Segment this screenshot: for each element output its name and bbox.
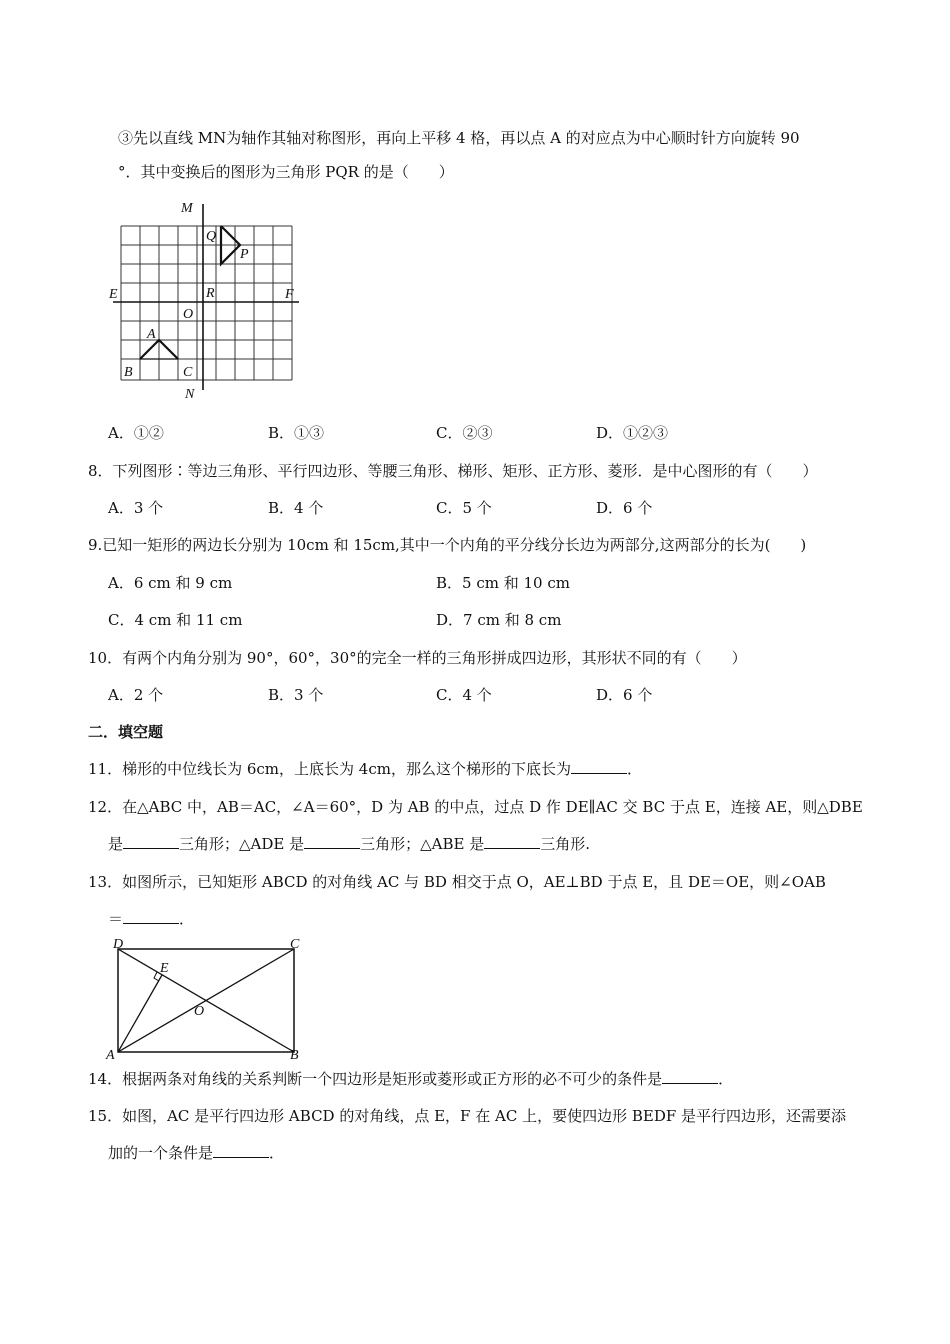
q7-text-line2: °．其中变换后的图形为三角形 PQR 的是（ ） <box>118 163 454 181</box>
q14-text: 14．根据两条对角线的关系判断一个四边形是矩形或菱形或正方形的必不可少的条件是 <box>88 1070 663 1088</box>
q7-text-line1: ③先以直线 MN为轴作其轴对称图形，再向上平移 4 格，再以点 A 的对应点为中心顺时针方向旋转 90 <box>118 129 800 147</box>
q12-blank-1[interactable] <box>123 834 179 849</box>
label-r: R <box>206 286 215 301</box>
q7-option-c[interactable]: C．②③ <box>436 424 493 442</box>
q13-line2 <box>108 909 194 929</box>
q12-part1: 是 <box>108 835 124 853</box>
label-o: O <box>183 307 194 322</box>
label-a2: A <box>106 1048 115 1062</box>
label-n: N <box>185 387 195 402</box>
q10-text: 10．有两个内角分别为 90°，60°，30°的完全一样的三角形拼成四边形，其形状不同的有（ ） <box>88 649 747 667</box>
q8-option-d[interactable]: D．6 个 <box>596 499 653 517</box>
q7-option-d[interactable]: D．①②③ <box>596 424 669 442</box>
label-e: E <box>109 287 118 302</box>
q12-blank-3[interactable] <box>484 834 540 849</box>
label-a: A <box>147 327 156 342</box>
q9-option-b[interactable]: B．5 cm 和 10 cm <box>436 574 570 592</box>
label-b2: B <box>290 1048 299 1062</box>
q12-part2: 三角形；△ADE 是 <box>179 835 305 853</box>
q14 <box>88 1069 733 1089</box>
q14-blank[interactable] <box>662 1069 718 1084</box>
q7-option-a[interactable]: A．①② <box>108 424 164 442</box>
right-angle-mark <box>154 972 159 981</box>
q11-end: ． <box>626 760 642 778</box>
q11-blank[interactable] <box>571 759 627 774</box>
label-p: P <box>240 247 249 262</box>
q13-blank[interactable] <box>123 909 179 924</box>
label-e2: E <box>160 961 169 976</box>
label-o2: O <box>194 1004 205 1019</box>
q15-line2 <box>108 1143 284 1163</box>
q15-part2: ． <box>269 1144 285 1162</box>
q7-option-b[interactable]: B．①③ <box>268 424 325 442</box>
q14-end: ． <box>718 1070 734 1088</box>
q15-part1: 加的一个条件是 <box>108 1144 214 1162</box>
q8-option-a[interactable]: A．3 个 <box>108 499 164 517</box>
q8-option-c[interactable]: C．5 个 <box>436 499 492 517</box>
segment-ae <box>118 975 162 1052</box>
q8-option-b[interactable]: B．4 个 <box>268 499 324 517</box>
q12-part4: 三角形. <box>540 835 591 853</box>
q11 <box>88 759 642 779</box>
q13-text-line1: 13．如图所示，已知矩形 ABCD 的对角线 AC 与 BD 相交于点 O，AE⊥BD 于点 E，且 DE＝OE，则∠OAB <box>88 873 826 891</box>
label-m: M <box>181 201 193 216</box>
section-fill-blank-title: 二．填空题 <box>88 723 164 741</box>
q13-part1: ＝ <box>108 910 124 928</box>
q11-text: 11．梯形的中位线长为 6cm，上底长为 4cm，那么这个梯形的下底长为 <box>88 760 571 778</box>
rectangle-abcd-figure <box>104 934 314 1066</box>
q10-option-c[interactable]: C．4 个 <box>436 686 492 704</box>
q12-text-line1: 12．在△ABC 中，AB＝AC，∠A＝60°，D 为 AB 的中点，过点 D 作 DE∥AC 交 BC 于点 E，连接 AE，则△DBE <box>88 798 863 816</box>
label-c: C <box>183 365 193 380</box>
q9-text: 9.已知一矩形的两边长分别为 10cm 和 15cm,其中一个内角的平分线分长边为两部分,这两部分的长为( ) <box>88 536 807 554</box>
q13-part2: ． <box>179 910 195 928</box>
q9-option-a[interactable]: A．6 cm 和 9 cm <box>108 574 233 592</box>
q12-line2 <box>108 834 590 854</box>
q9-option-c[interactable]: C．4 cm 和 11 cm <box>108 611 243 629</box>
label-f: F <box>285 287 294 302</box>
q8-text: 8．下列图形∶等边三角形、平行四边形、等腰三角形、梯形、矩形、正方形、菱形．是中心图形的有（ ） <box>88 462 818 480</box>
q12-part3: 三角形；△ABE 是 <box>360 835 485 853</box>
grid-transform-figure <box>105 198 305 408</box>
label-q: Q <box>206 229 217 244</box>
label-d: D <box>113 937 124 952</box>
q15-blank[interactable] <box>213 1143 269 1158</box>
q15-text-line1: 15．如图，AC 是平行四边形 ABCD 的对角线，点 E，F 在 AC 上，要使四边形 BEDF 是平行四边形，还需要添 <box>88 1107 847 1125</box>
label-c2: C <box>290 937 300 952</box>
q10-option-d[interactable]: D．6 个 <box>596 686 653 704</box>
q9-option-d[interactable]: D．7 cm 和 8 cm <box>436 611 562 629</box>
q12-blank-2[interactable] <box>304 834 360 849</box>
q10-option-a[interactable]: A．2 个 <box>108 686 164 704</box>
q10-option-b[interactable]: B．3 个 <box>268 686 324 704</box>
label-b: B <box>124 365 133 380</box>
